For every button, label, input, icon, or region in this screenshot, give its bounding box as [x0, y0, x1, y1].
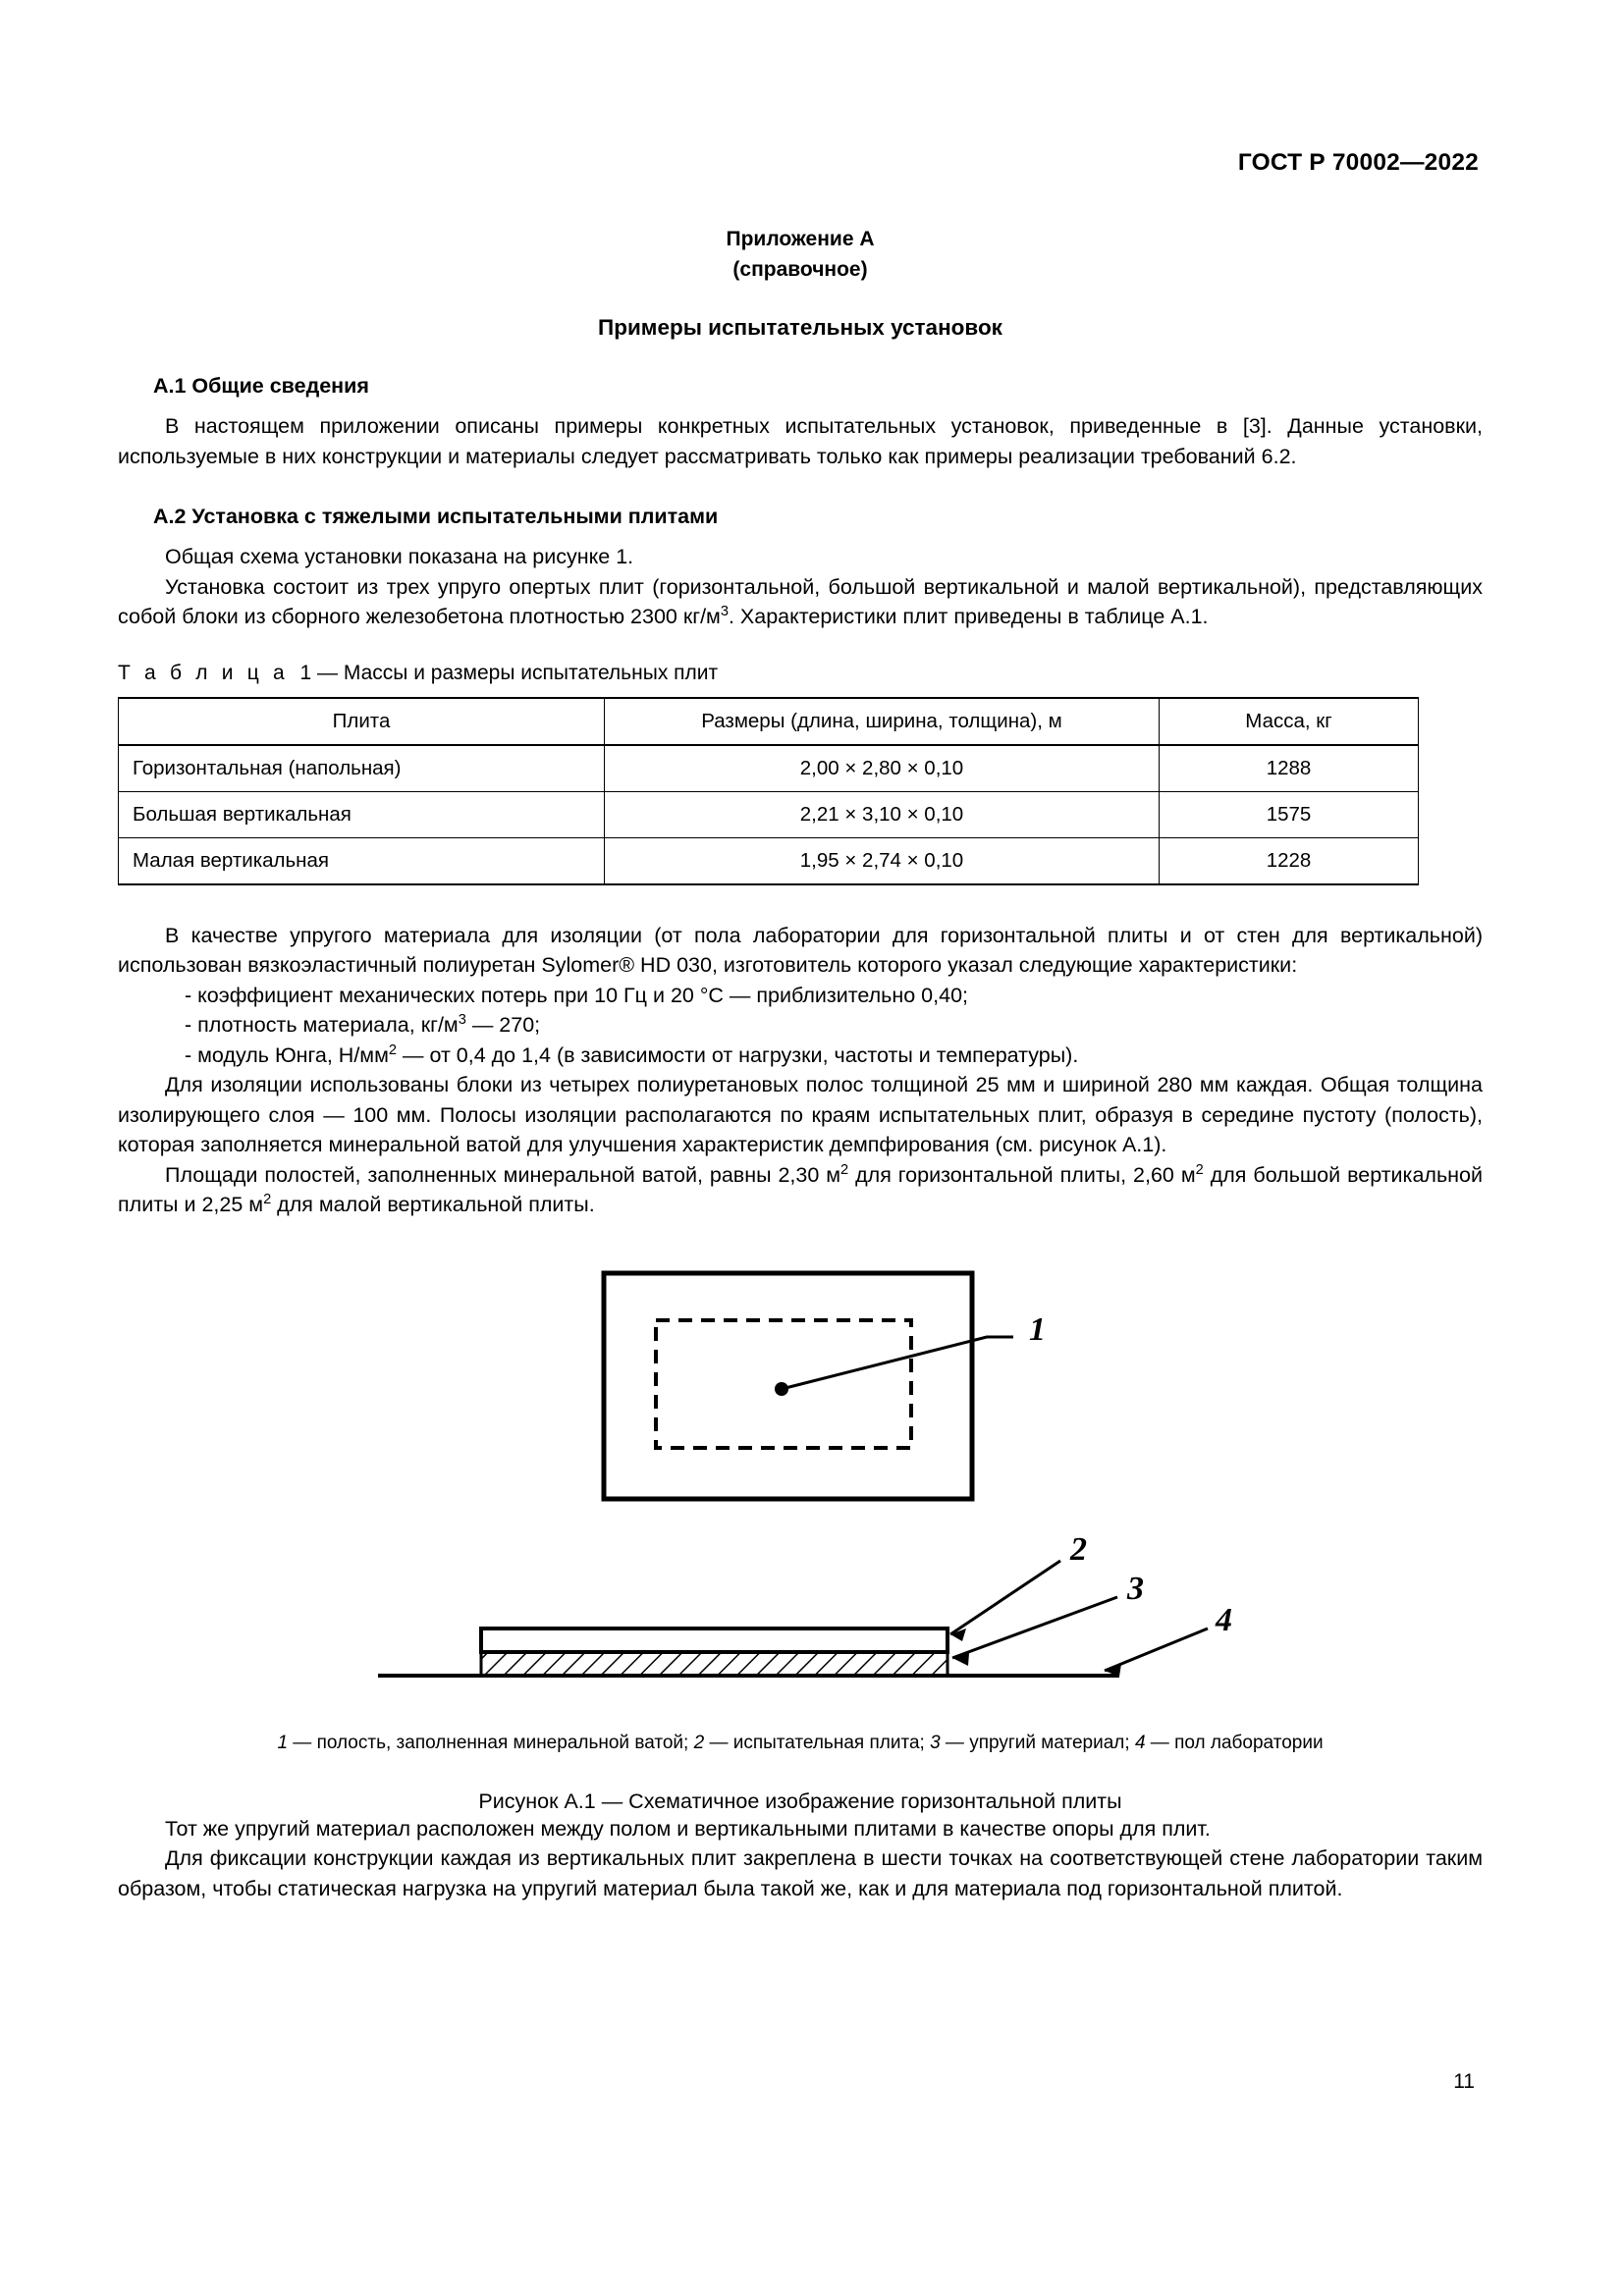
key-num-2: 2	[693, 1732, 705, 1753]
list-item	[118, 1010, 1483, 1041]
bullet-text-3a: - модуль Юнга, Н/мм	[185, 1042, 389, 1067]
bullet-sup-3: 2	[388, 1041, 398, 1058]
paragraph-insulation: Для изоляции использованы блоки из четырех полиуретановых полос толщиной 25 мм и шириной 280 мм каждая. Общая толщина изолирующего слоя — 100 мм. Полосы изоляции располагаются по краям испытательных плит, образуя в середине пустоту (полость), которая заполняется минеральной ватой для улучшения характеристик демпфирования (см. рисунок А.1).	[118, 1073, 1483, 1156]
cell-plate: Большая вертикальная	[119, 791, 605, 837]
plates-table-body	[119, 745, 1419, 884]
running-head-standard-number: ГОСТ Р 70002—2022	[1237, 149, 1479, 176]
cell-mass: 1288	[1160, 745, 1419, 792]
cavity-text-2: для горизонтальной плиты, 2,60 м	[848, 1162, 1196, 1187]
paragraph-a2-plates-superscript: 3	[720, 603, 729, 619]
cavity-sup-3: 2	[263, 1191, 272, 1207]
table-header-row	[119, 698, 1419, 745]
table-row	[119, 837, 1419, 884]
callout-4-label: 4	[1216, 1601, 1232, 1638]
cell-plate: Малая вертикальная	[119, 837, 605, 884]
plates-table	[118, 697, 1419, 885]
table-row	[119, 745, 1419, 792]
callout-1-leader-line	[782, 1337, 1013, 1389]
paragraph-a2-scheme: Общая схема установки показана на рисунке 1.	[165, 545, 634, 568]
key-num-4: 4	[1134, 1732, 1146, 1753]
paragraph-a2-plates-text1: Установка состоит из трех упруго опертых плит (горизонтальной, большой вертикальной и малой вертикальной), представляющих собой блоки из сборного железобетона плотностью 2300 кг/м	[118, 574, 1483, 628]
paragraph-cavity-areas	[118, 1160, 1483, 1220]
key-text-2: — испытательная плита;	[704, 1732, 931, 1753]
bullet-sup-2: 3	[458, 1011, 466, 1028]
annex-heading	[118, 224, 1483, 285]
paragraph-a1-intro: В настоящем приложении описаны примеры конкретных испытательных установок, приведенные в [3]. Данные установки, используемые в них конструкции и материалы следует рассматривать только как примеры реализации требований 6.2.	[118, 414, 1483, 468]
cell-mass: 1228	[1160, 837, 1419, 884]
key-text-1: — полость, заполненная минеральной ватой;	[288, 1732, 694, 1753]
figure-a1-title: Рисунок А.1 — Схематичное изображение горизонтальной плиты	[478, 1789, 1122, 1813]
clause-heading-a2: А.2 Установка с тяжелыми испытательными плитами	[153, 505, 719, 528]
key-num-3: 3	[930, 1732, 941, 1753]
material-properties-list	[118, 981, 1483, 1071]
table-row	[119, 791, 1419, 837]
annex-label: Приложение А	[726, 228, 875, 250]
table-caption-text: Массы и размеры испытательных плит	[343, 661, 719, 684]
paragraph-material-intro: В качестве упругого материала для изоляции (от пола лаборатории для горизонтальной плиты и от стен для вертикальной) использован вязкоэластичный полиуретан Sylomer® HD 030, изготовитель которого указал следующие характеристики:	[118, 923, 1483, 977]
table-caption-number: 1	[299, 661, 312, 684]
cavity-sup-2: 2	[1195, 1161, 1204, 1178]
paragraph-closing-1: Тот же упругий материал расположен между полом и вертикальными плитами в качестве опоры для плит.	[165, 1816, 1211, 1841]
annex-kind: (справочное)	[732, 258, 868, 281]
page-number: 11	[1453, 2070, 1475, 2093]
cell-dimensions: 2,00 × 2,80 × 0,10	[605, 745, 1160, 792]
figure-a1-key	[118, 1731, 1483, 1756]
plates-table-head	[119, 698, 1419, 745]
callout-3-leader-line	[952, 1597, 1117, 1658]
table-caption-label: Т а б л и ц а	[118, 661, 289, 684]
paragraph-a2-plates-text2: . Характеристики плит приведены в таблице А.1.	[728, 605, 1209, 628]
cell-plate: Горизонтальная (напольная)	[119, 745, 605, 792]
bullet-text-3b: — от 0,4 до 1,4 (в зависимости от нагрузки, частоты и температуры).	[397, 1042, 1079, 1067]
page-content	[118, 224, 1483, 1903]
callout-3-label: 3	[1127, 1570, 1144, 1607]
key-num-1: 1	[277, 1732, 289, 1753]
column-header-dimensions: Размеры (длина, ширина, толщина), м	[605, 698, 1160, 745]
cell-dimensions: 1,95 × 2,74 × 0,10	[605, 837, 1160, 884]
list-item	[118, 1041, 1483, 1071]
paragraph-closing-2: Для фиксации конструкции каждая из вертикальных плит закреплена в шести точках на соответствующей стене лаборатории таким образом, чтобы статическая нагрузка на упругий материал была такой же, как и для материала под горизонтальной плитой.	[118, 1846, 1483, 1900]
table-caption-dash: —	[317, 661, 339, 684]
test-plate-section	[481, 1629, 947, 1652]
bullet-text-2b: — 270;	[465, 1013, 541, 1037]
paragraph-a2-plates	[118, 572, 1483, 632]
table-caption	[118, 662, 1483, 685]
cavity-text-1: Площади полостей, заполненных минеральной ватой, равны 2,30 м	[165, 1162, 841, 1187]
figure-a1-drawing	[118, 1263, 1483, 1725]
bullet-text-2a: - плотность материала, кг/м	[185, 1013, 459, 1037]
annex-title: Примеры испытательных установок	[598, 315, 1002, 340]
cavity-text-3: для большой вертикальной плиты и 2,25 м	[118, 1162, 1483, 1216]
cavity-sup-1: 2	[840, 1161, 849, 1178]
bullet-text-1: - коэффициент механических потерь при 10 Гц и 20 °С — приблизительно 0,40;	[185, 983, 968, 1007]
cell-mass: 1575	[1160, 791, 1419, 837]
figure-plan-view	[604, 1273, 1046, 1499]
figure-a1	[118, 1263, 1483, 1725]
callout-2-label: 2	[1070, 1530, 1087, 1568]
list-item	[118, 981, 1483, 1011]
elastic-material-layer	[481, 1652, 947, 1676]
cell-dimensions: 2,21 × 3,10 × 0,10	[605, 791, 1160, 837]
cavity-text-4: для малой вертикальной плиты.	[271, 1193, 595, 1216]
callout-1-label: 1	[1029, 1310, 1046, 1348]
column-header-mass: Масса, кг	[1160, 698, 1419, 745]
key-text-4: — пол лаборатории	[1145, 1732, 1324, 1753]
clause-heading-a1: А.1 Общие сведения	[153, 374, 369, 398]
figure-section-view	[378, 1531, 1232, 1677]
column-header-plate: Плита	[119, 698, 605, 745]
key-text-3: — упругий материал;	[940, 1732, 1135, 1753]
